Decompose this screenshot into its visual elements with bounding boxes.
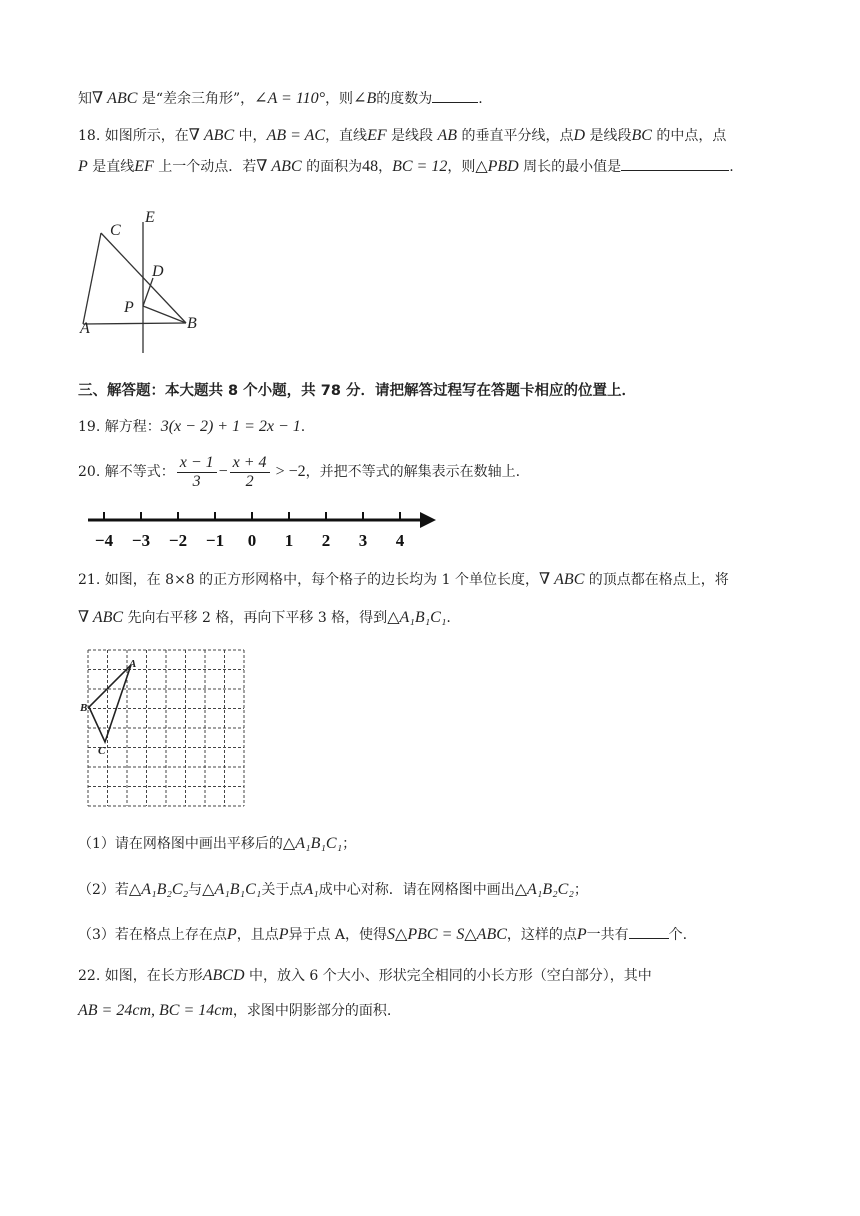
answer-blank	[432, 88, 478, 103]
grid-figure	[80, 646, 250, 812]
question-21-line-1: 21. 如图，在 8×8 的正方形网格中，每个格子的边长均为 1 个单位长度，∇ ABC 的顶点都在格点上，将	[78, 571, 729, 588]
question-17-line: 知∇ ABC 是“差余三角形”，∠A = 110°，则∠B的度数为 .	[78, 90, 483, 107]
question-21-part-3: （3）若在格点上存在点P，且点P异于点 A，使得S△PBC = S△ABC，这样的点P一共有 个.	[78, 926, 688, 943]
label-a: A	[80, 320, 90, 337]
number-line-label: −3	[131, 531, 151, 550]
grid-label-c: C	[98, 745, 106, 757]
number-line-label: 1	[284, 531, 294, 550]
question-18-line-1: 18. 如图所示，在∇ ABC 中，AB = AC，直线EF 是线段 AB 的垂直平分线，点D 是线段BC 的中点，点	[78, 127, 727, 144]
question-21-line-2: ∇ ABC 先向右平移 2 格，再向下平移 3 格，得到△A₁B₁C₁.	[78, 609, 451, 626]
answer-blank	[629, 924, 669, 939]
number-line-label: 0	[247, 531, 257, 550]
number-line-label: −4	[94, 531, 114, 550]
question-21-part-1: （1）请在网格图中画出平移后的△A₁B₁C₁；	[78, 835, 357, 852]
number-line-label: 2	[321, 531, 331, 550]
number-line-label: 4	[395, 531, 405, 550]
number-line	[84, 506, 444, 552]
question-22-line-2: AB = 24cm, BC = 14cm，求图中阴影部分的面积.	[78, 1002, 392, 1019]
fraction-2: $\frac{x + 4}{2}$	[230, 454, 270, 491]
grid-label-a: A	[129, 658, 137, 670]
label-e: E	[145, 209, 155, 226]
question-22-line-1: 22. 如图，在长方形ABCD 中，放入 6 个大小、形状完全相同的小长方形（空白部分），其中	[78, 967, 652, 984]
triangle-figure	[70, 200, 220, 360]
number-line-label: 3	[358, 531, 368, 550]
fraction-1: $\frac{x - 1}{3}$	[177, 454, 217, 491]
label-b: B	[187, 315, 197, 332]
label-c: C	[110, 222, 121, 239]
question-21-part-2: （2）若△A₁B₂C₂与△A₁B₁C₁关于点A₁成中心对称．请在网格图中画出△A₁B₂C₂；	[78, 881, 588, 898]
section-heading: 三、解答题：本大题共 8 个小题，共 78 分．请把解答过程写在答题卡相应的位置上．	[78, 383, 636, 399]
label-d: D	[152, 263, 164, 280]
question-18-line-2: P 是直线EF 上一个动点．若∇ ABC 的面积为48，BC = 12，则△PBD 周长的最小值是 .	[78, 158, 734, 175]
question-19-line: 19. 解方程：3(x − 2) + 1 = 2x − 1.	[78, 418, 306, 435]
number-line-label: −1	[205, 531, 225, 550]
answer-blank	[621, 156, 729, 171]
number-line-label: −2	[168, 531, 188, 550]
label-p: P	[124, 299, 134, 316]
grid-label-b: B	[80, 702, 88, 714]
question-20-line: 20. 解不等式： $\frac{x - 1}{3}$ − $\frac{x + 4}{2}$ > −2 ，并把不等式的解集表示在数轴上.	[78, 453, 521, 490]
